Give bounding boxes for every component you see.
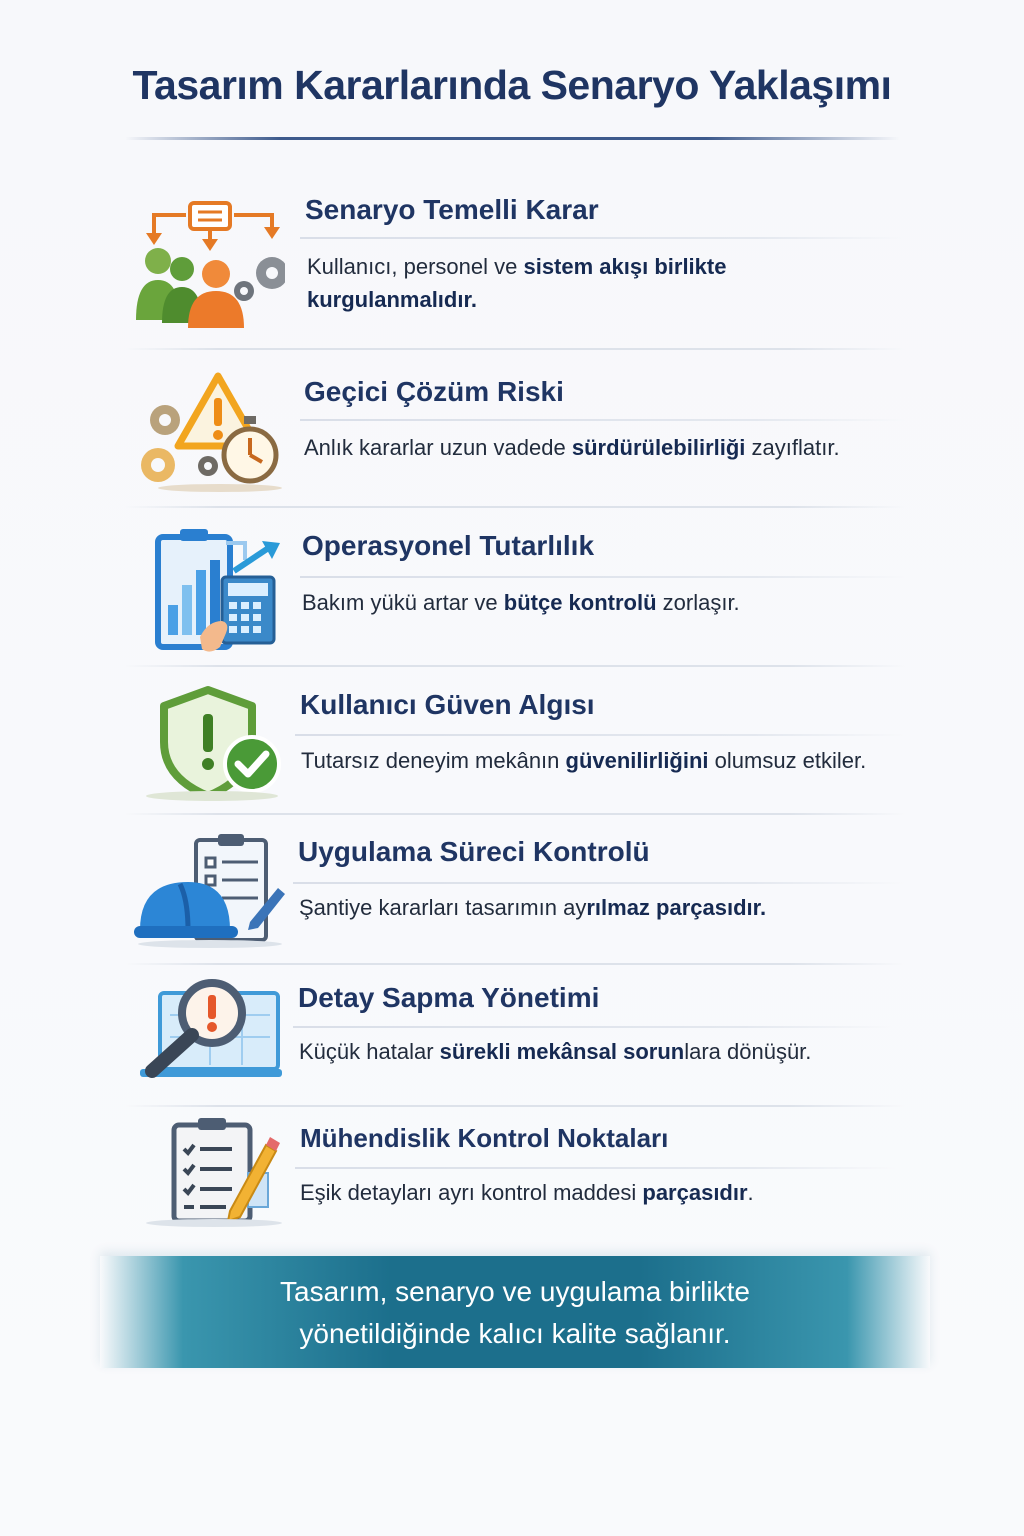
section-muhendislik-kontrol-noktalari: [125, 1115, 905, 1230]
section-uygulama-sureci-kontrolu: [125, 830, 905, 960]
section-kullanici-guven-algisi: [125, 684, 905, 809]
title-underline: [125, 137, 900, 140]
heading-rule: [295, 1167, 895, 1169]
warning-stopwatch-icon: [130, 370, 285, 495]
section-heading: Mühendislik Kontrol Noktaları: [300, 1123, 669, 1153]
chart-calculator-icon: [130, 525, 285, 660]
summary-banner: [100, 1256, 930, 1368]
section-description: Bakım yükü artar ve bütçe kontrolü zorlaşır.: [302, 590, 740, 615]
section-description: Anlık kararlar uzun vadede sürdürülebilirliği zayıflatır.: [304, 435, 840, 460]
section-heading: Detay Sapma Yönetimi: [298, 982, 600, 1013]
magnifier-alert-icon: [130, 975, 285, 1085]
section-description: Tutarsız deneyim mekânın güvenilirliğini olumsuz etkiler.: [301, 748, 867, 773]
section-divider: [125, 506, 905, 508]
heading-rule: [295, 734, 905, 736]
section-gecici-cozum-riski: [125, 370, 905, 500]
clipboard-pencil-icon: [130, 1115, 285, 1227]
heading-rule: [300, 237, 905, 239]
section-divider: [125, 1105, 905, 1107]
section-divider: [125, 348, 905, 350]
shield-check-icon: [130, 684, 285, 804]
section-heading: Geçici Çözüm Riski: [304, 376, 564, 407]
section-description: Eşik detayları ayrı kontrol maddesi parçasıdır.: [300, 1180, 754, 1205]
section-divider: [125, 665, 905, 667]
section-operasyonel-tutarlilik: [125, 525, 905, 660]
heading-rule: [300, 576, 905, 578]
banner-line: Tasarım, senaryo ve uygulama birlikte: [280, 1276, 750, 1307]
section-description: Şantiye kararları tasarımın ayrılmaz parçasıdır.: [299, 895, 767, 920]
section-divider: [125, 963, 905, 965]
heading-rule: [300, 419, 905, 421]
heading-rule: [293, 882, 905, 884]
heading-rule: [293, 1026, 893, 1028]
section-detay-sapma-yonetimi: [125, 975, 905, 1105]
section-description: Kullanıcı, personel ve sistem akışı birlikte kurgulanmalıdır.: [307, 254, 727, 312]
section-description: Küçük hatalar sürekli mekânsal sorunlara dönüşür.: [299, 1039, 812, 1064]
hardhat-checklist-icon: [130, 830, 285, 950]
section-senaryo-temelli-karar: [125, 190, 905, 345]
section-divider: [125, 813, 905, 815]
page-title: Tasarım Kararlarında Senaryo Yaklaşımı: [132, 62, 892, 108]
section-heading: Kullanıcı Güven Algısı: [300, 689, 595, 720]
section-heading: Operasyonel Tutarlılık: [302, 530, 595, 561]
people-gears-flow-icon: [130, 195, 285, 330]
section-heading: Uygulama Süreci Kontrolü: [298, 836, 650, 867]
banner-line: yönetildiğinde kalıcı kalite sağlanır.: [299, 1318, 731, 1349]
section-heading: Senaryo Temelli Karar: [305, 194, 599, 225]
